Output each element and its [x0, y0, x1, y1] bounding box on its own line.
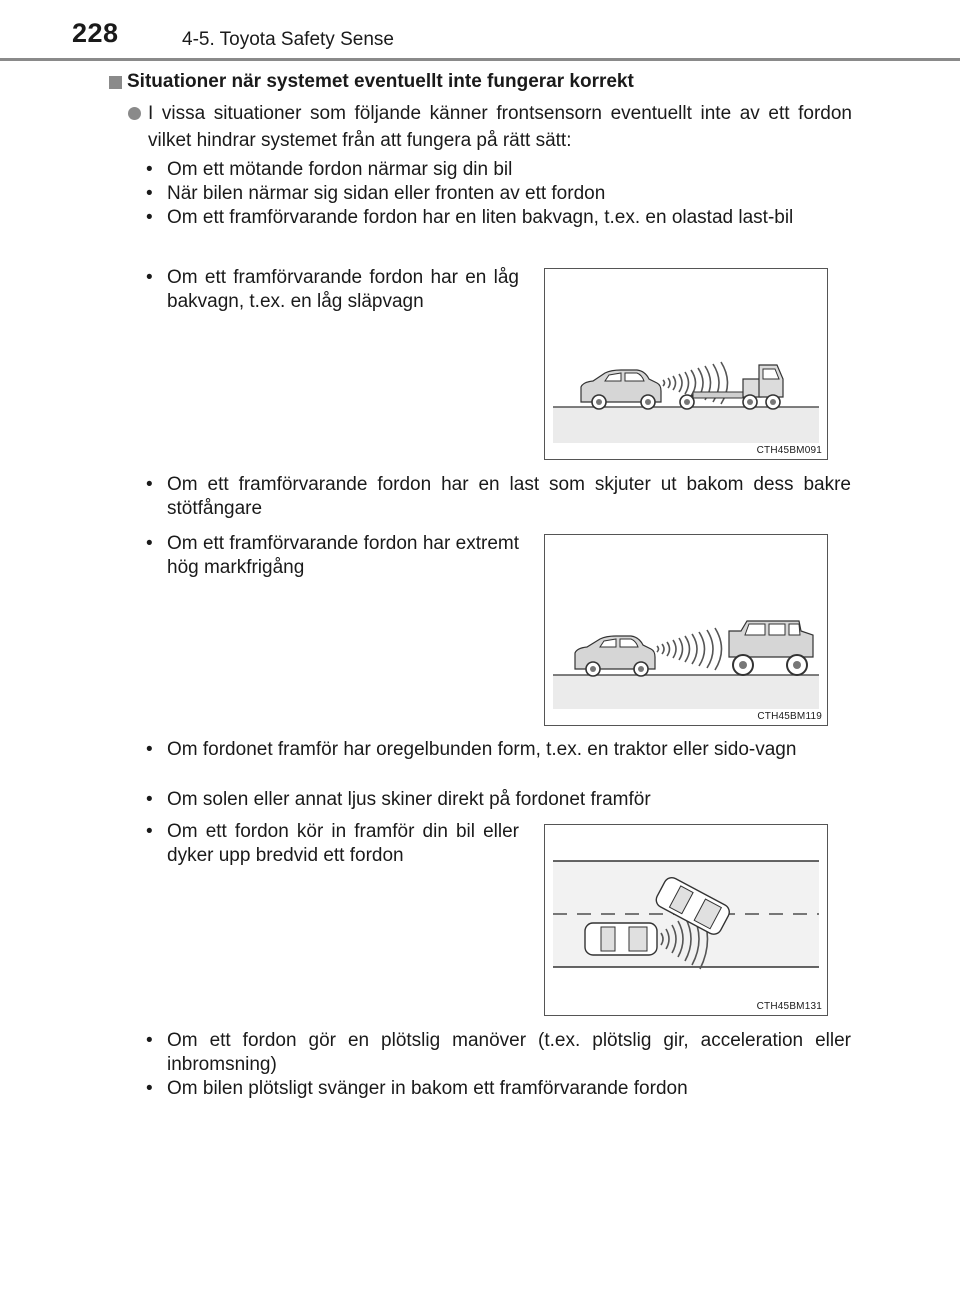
- list-item: • Om bilen plötsligt svänger in bakom ett framförvarande fordon: [146, 1078, 688, 1099]
- list-item: • Om ett framförvarande fordon har en last som skjuter ut bakom dess bakre stötfångare: [146, 474, 851, 519]
- figure-code: CTH45BM119: [757, 711, 822, 722]
- bullet-marker: •: [146, 207, 153, 228]
- figure-code: CTH45BM091: [756, 445, 822, 456]
- list-item: • Om fordonet framför har oregelbunden form, t.ex. en traktor eller sido-vagn: [146, 739, 797, 760]
- figure-code: CTH45BM131: [756, 1001, 822, 1012]
- list-item: • Om ett framförvarande fordon har en liten bakvagn, t.ex. en olastad last-bil: [146, 207, 794, 228]
- bullet-marker: •: [146, 1030, 153, 1051]
- bullet-marker: •: [146, 821, 153, 842]
- bullet-marker: •: [146, 789, 153, 810]
- low-trailer-drawing: [545, 269, 827, 459]
- bullet-marker: •: [146, 159, 153, 180]
- list-item: • Om ett mötande fordon närmar sig din bil: [146, 159, 513, 180]
- bullet-marker: •: [146, 1078, 153, 1099]
- square-bullet-icon: [109, 76, 122, 89]
- intro-paragraph: I vissa situationer som följande känner frontsensorn eventuellt inte av ett fordon vilket hindrar systemet från att fungera på rätt sätt:: [148, 103, 852, 151]
- bullet-marker: •: [146, 739, 153, 760]
- list-item: • När bilen närmar sig sidan eller fronten av ett fordon: [146, 183, 606, 204]
- cut-in-drawing: [545, 825, 827, 1015]
- bullet-marker: •: [146, 533, 153, 554]
- list-item: • Om ett fordon gör en plötslig manöver (t.ex. plötslig gir, acceleration eller inbromsning): [146, 1030, 851, 1075]
- list-item: • Om ett fordon kör in framför din bil eller dyker upp bredvid ett fordon: [146, 821, 519, 866]
- bullet-marker: •: [146, 183, 153, 204]
- page-header: [0, 0, 960, 62]
- list-item: • Om ett framförvarande fordon har en låg bakvagn, t.ex. en låg släpvagn: [146, 267, 519, 312]
- bullet-marker: •: [146, 474, 153, 495]
- section-title: 4-5. Toyota Safety Sense: [182, 29, 394, 50]
- illustration-high-clearance: [544, 534, 828, 726]
- subsection-heading: [109, 71, 634, 93]
- header-divider: [0, 58, 960, 61]
- list-item: • Om solen eller annat ljus skiner direkt på fordonet framför: [146, 789, 651, 810]
- list-item: • Om ett framförvarande fordon har extremt hög markfrigång: [146, 533, 519, 578]
- heading-text: Situationer när systemet eventuellt inte fungerar korrekt: [127, 71, 634, 92]
- page-number: 228: [72, 18, 119, 48]
- circle-bullet-icon: [128, 107, 141, 120]
- illustration-cut-in: [544, 824, 828, 1016]
- illustration-low-trailer: [544, 268, 828, 460]
- bullet-marker: •: [146, 267, 153, 288]
- high-clearance-drawing: [545, 535, 827, 725]
